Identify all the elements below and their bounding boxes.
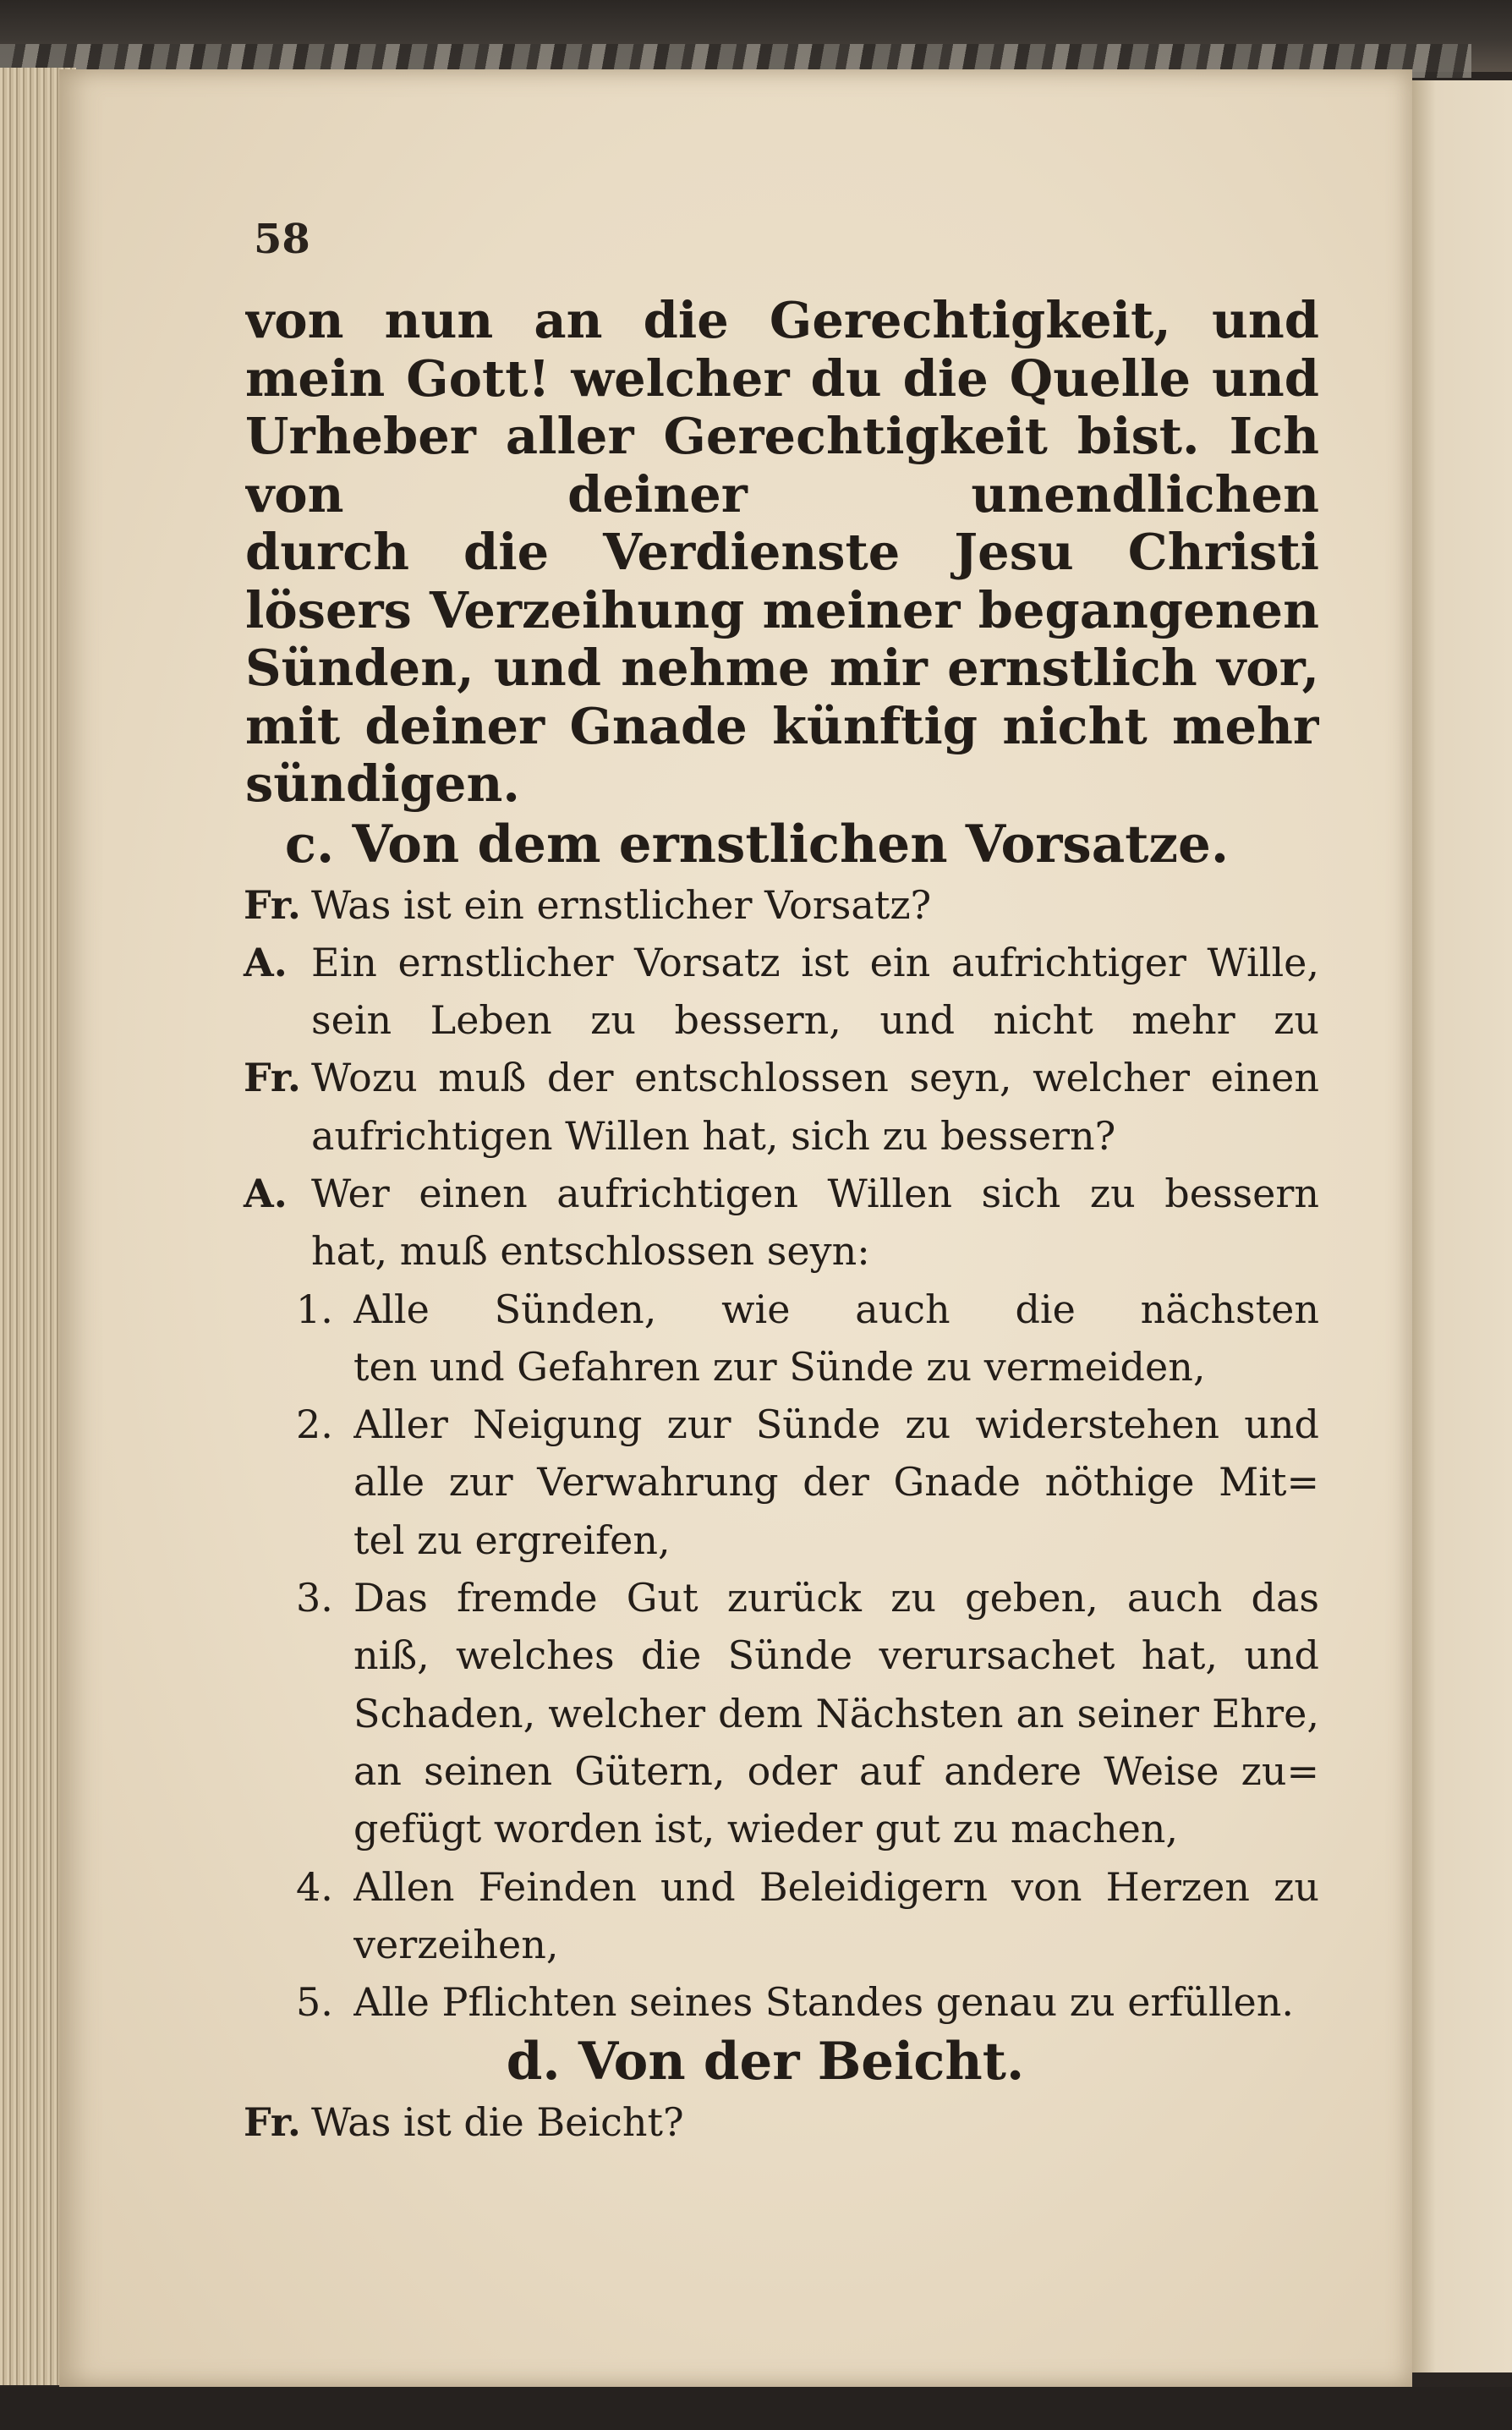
question-text: Was ist die Beicht? bbox=[311, 2099, 684, 2146]
qa-block bbox=[244, 876, 1319, 2032]
question-label: Fr. bbox=[244, 1055, 301, 1101]
list-item-3 bbox=[296, 1569, 1319, 1857]
answer-text: Wer einen aufrichtigen Willen sich zu bessern bbox=[311, 1170, 1319, 1216]
list-text: Alle Sünden, wie auch die nächsten bbox=[353, 1286, 1319, 1332]
question-label: Fr. bbox=[244, 881, 301, 928]
list-item-2 bbox=[296, 1396, 1319, 1569]
answer-text: sein Leben zu bessern, und nicht mehr zu bbox=[311, 997, 1319, 1044]
answer-label: A. bbox=[244, 1170, 288, 1216]
intro-line: von nun an die Gerechtigkeit, und bbox=[245, 292, 1319, 349]
list-number: 5. bbox=[296, 1979, 333, 2026]
question-text: aufrichtigen Willen hat, sich zu bessern? bbox=[311, 1112, 1116, 1159]
list-text: gefügt worden ist, wieder gut zu machen, bbox=[353, 1806, 1179, 1852]
list-number: 2. bbox=[296, 1402, 333, 1448]
list-item-1 bbox=[296, 1281, 1319, 1396]
background-bottom bbox=[0, 2387, 1512, 2430]
answer-text: hat, muß entschlossen seyn: bbox=[311, 1228, 870, 1275]
question-text: Was ist ein ernstlicher Vorsatz? bbox=[311, 881, 932, 928]
list-number: 1. bbox=[296, 1286, 333, 1332]
list-item-5 bbox=[296, 1973, 1319, 2031]
list-item-4 bbox=[296, 1858, 1319, 1974]
list-text: Allen Feinden und Beleidigern von Herzen zu bbox=[353, 1863, 1319, 1910]
final-question bbox=[244, 2093, 1319, 2151]
section-heading-d: d. Von der Beicht. bbox=[506, 2032, 1025, 2093]
list-text: niß, welches die Sünde verursachet hat, und bbox=[353, 1632, 1319, 1679]
list-number: 3. bbox=[296, 1575, 333, 1621]
intro-line: mein Gott! welcher du die Quelle und bbox=[245, 349, 1319, 408]
list-text: Das fremde Gut zurück zu geben, auch das bbox=[353, 1575, 1319, 1621]
list-text: tel zu ergreifen, bbox=[353, 1517, 671, 1563]
intro-line: Urheber aller Gerechtigkeit bist. Ich bbox=[245, 408, 1319, 465]
page-text bbox=[245, 292, 1319, 2152]
question-3 bbox=[244, 2093, 1319, 2151]
intro-line: lösers Verzeihung meiner begangenen bbox=[245, 581, 1319, 639]
list-text: Schaden, welcher dem Nächsten an seiner Ehre, bbox=[353, 1690, 1319, 1736]
intro-line: mit deiner Gnade künftig nicht mehr bbox=[245, 697, 1319, 755]
answer-text: Ein ernstlicher Vorsatz ist ein aufrichtiger Wille, bbox=[311, 939, 1319, 985]
intro-line: Sünden, und nehme mir ernstlich vor, bbox=[245, 639, 1319, 697]
answer-label: A. bbox=[244, 939, 288, 985]
page-number: 58 bbox=[254, 216, 310, 263]
section-heading-c: c. Von dem ernstlichen Vorsatze. bbox=[284, 814, 1230, 875]
question-1 bbox=[244, 876, 1319, 934]
answer-1 bbox=[244, 934, 1319, 1050]
list-text: verzeihen, bbox=[353, 1921, 559, 1967]
list-text: an seinen Gütern, oder auf andere Weise zu= bbox=[353, 1747, 1319, 1794]
intro-paragraph bbox=[245, 292, 1319, 814]
facing-page-edge bbox=[1411, 80, 1512, 2372]
answer-2 bbox=[244, 1165, 1319, 1281]
list-text: Aller Neigung zur Sünde zu widerstehen und bbox=[353, 1402, 1319, 1448]
list-number: 4. bbox=[296, 1863, 333, 1910]
question-label: Fr. bbox=[244, 2099, 301, 2146]
list-text: Alle Pflichten seines Standes genau zu erfüllen. bbox=[353, 1979, 1294, 2026]
list-text: alle zur Verwahrung der Gnade nöthige Mit= bbox=[353, 1459, 1319, 1506]
intro-line: sündigen. bbox=[245, 755, 520, 813]
intro-line: durch die Verdienste Jesu Christi bbox=[245, 524, 1319, 581]
question-text: Wozu muß der entschlossen seyn, welcher einen bbox=[311, 1055, 1319, 1101]
question-2 bbox=[244, 1049, 1319, 1165]
list-text: ten und Gefahren zur Sünde zu vermeiden, bbox=[353, 1343, 1206, 1390]
intro-line: von deiner unendlichen bbox=[245, 465, 1319, 524]
